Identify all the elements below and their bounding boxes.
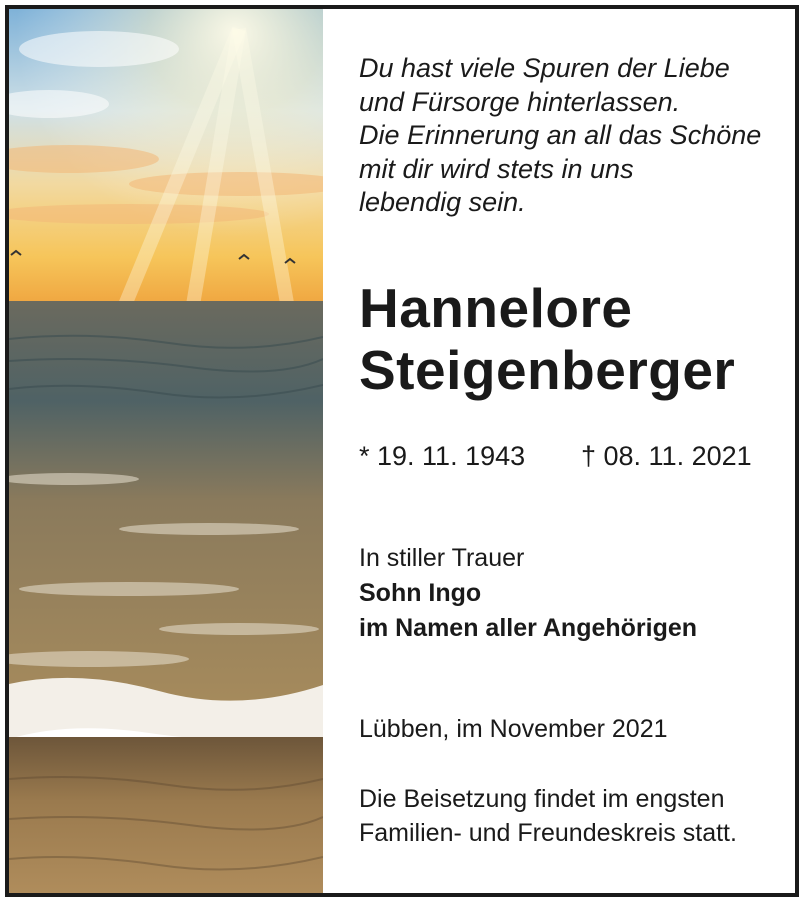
sunset-beach-image [9, 9, 323, 893]
death-date: † 08. 11. 2021 [581, 441, 752, 471]
last-name: Steigenberger [359, 339, 736, 401]
birth-date: * 19. 11. 1943 [359, 441, 526, 471]
first-name: Hannelore [359, 277, 633, 339]
mourners-block [359, 541, 697, 646]
place-date: Lübben, im November 2021 [359, 715, 668, 743]
obituary-frame [5, 5, 799, 897]
funeral-notice [359, 782, 737, 850]
mourner-name: Sohn Ingo [359, 579, 482, 607]
quote-line: Die Erinnerung an all das Schöne [359, 120, 762, 150]
quote-line: lebendig sein. [359, 187, 526, 217]
mourning-intro: In stiller Trauer [359, 544, 525, 572]
quote-line: Du hast viele Spuren der Liebe [359, 53, 730, 83]
quote-line: mit dir wird stets in uns [359, 153, 634, 184]
deceased-name [359, 277, 735, 401]
quote-line: und Fürsorge hinterlassen. [359, 86, 681, 117]
notice-line: Die Beisetzung findet im engsten [359, 785, 725, 813]
mourner-relatives: im Namen aller Angehörigen [359, 614, 698, 642]
notice-line: Familien- und Freundeskreis statt. [359, 819, 737, 847]
memorial-quote [359, 52, 761, 220]
